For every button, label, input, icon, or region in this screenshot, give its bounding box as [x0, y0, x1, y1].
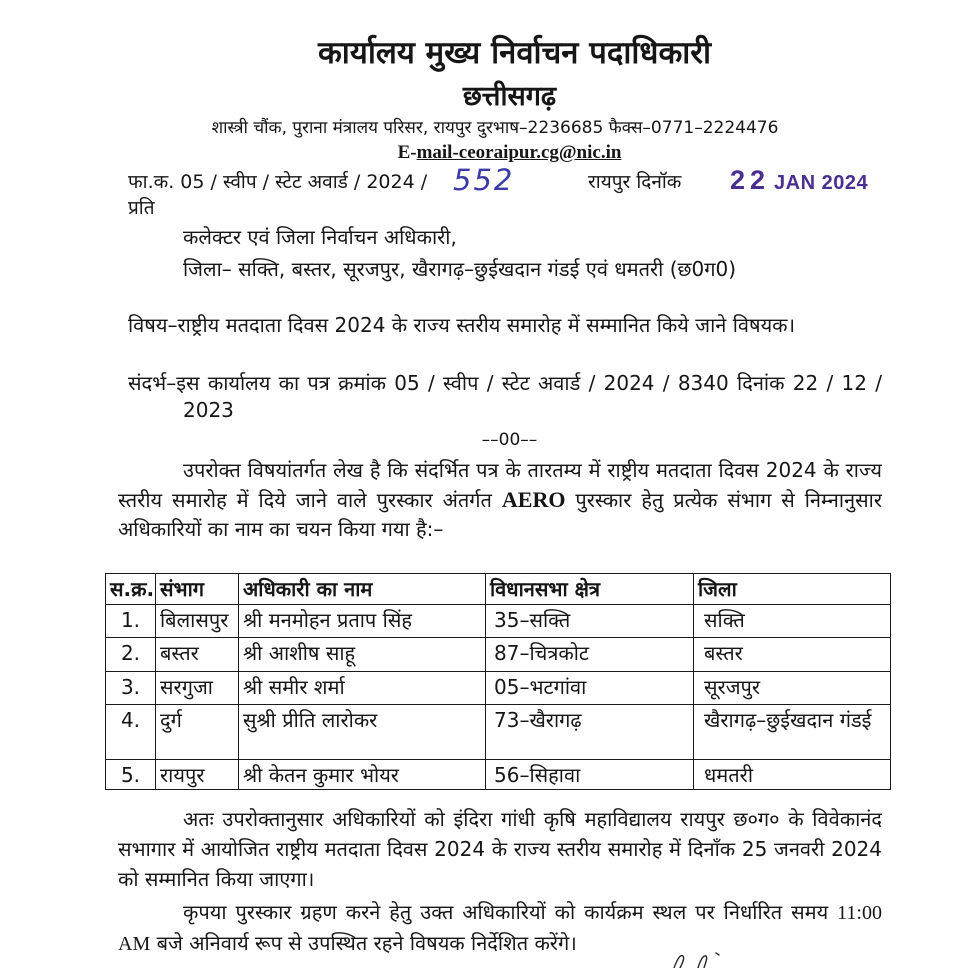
reference-line: संदर्भ–इस कार्यालय का पत्र क्रमांक 05 / स्वीप / स्टेट अवार्ड / 2024 / 8340 दिनांक 22 / 12 / 2023	[128, 371, 882, 422]
date-stamp	[730, 163, 882, 197]
stamp-day: 22	[730, 165, 771, 195]
cell-division: रायपुर	[156, 760, 239, 790]
to-label: प्रति	[128, 197, 155, 219]
award-category: AERO	[501, 487, 566, 512]
recipient-districts: जिला– सक्ति, बस्तर, सूरजपुर, खैरागढ़–छुईखदान गंडई एवं धमतरी (छ0ग0)	[183, 257, 737, 281]
reporting-time: 11:00 AM	[118, 902, 882, 955]
cell-officer-name: सुश्री प्रीति लारोकर	[239, 705, 486, 760]
cell-division: बस्तर	[156, 638, 239, 672]
cell-serial: 2.	[106, 638, 156, 672]
cell-division: बिलासपुर	[156, 605, 239, 638]
cell-constituency: 35–सक्ति	[486, 605, 694, 638]
instruction-text-start: कृपया पुरस्कार ग्रहण करने हेतु उक्त अधिकारियों को कार्यक्रम स्थल पर निर्धारित समय	[183, 900, 838, 924]
cell-district: बस्तर	[694, 638, 891, 672]
cell-district: सक्ति	[694, 605, 891, 638]
file-number: फा.क. 05 / स्वीप / स्टेट अवार्ड / 2024 /	[128, 171, 428, 193]
place-date-label: रायपुर दिनॉक	[588, 171, 682, 193]
closing-paragraph: अतः उपरोक्तानुसार अधिकारियों को इंदिरा गांधी कृषि महाविद्यालय रायपुर छ०ग० के विवेकानंद सभागार में आयोजित राष्ट्रीय मतदाता दिवस 2024 के राज्य स्तरीय समारोह में दिनाँक 25 जनवरी 2024 को सम्मानित किया जाएगा।	[118, 807, 882, 891]
awardees-table-container	[105, 573, 893, 795]
email-label: E-	[397, 142, 417, 163]
signature-fragment	[668, 950, 738, 968]
cell-district: धमतरी	[694, 760, 891, 790]
cell-serial: 3.	[106, 672, 156, 705]
subject-line: विषय–राष्ट्रीय मतदाता दिवस 2024 के राज्य स्तरीय समारोह में सम्मानित किये जाने विषयक।	[128, 313, 796, 337]
header-officer-name: अधिकारी का नाम	[239, 574, 486, 605]
table-header-row	[106, 574, 891, 605]
office-title: कार्यालय मुख्य निर्वाचन पदाधिकारी	[318, 35, 711, 71]
cell-officer-name: श्री समीर शर्मा	[239, 672, 486, 705]
table-row	[106, 605, 891, 638]
cell-constituency: 73–खैरागढ़	[486, 705, 694, 760]
instruction-paragraph	[118, 897, 882, 957]
cell-district: सूरजपुर	[694, 672, 891, 705]
cell-serial: 4.	[106, 705, 156, 760]
stamp-month-year: JAN 2024	[774, 172, 869, 194]
table-row	[106, 705, 891, 760]
table-row	[106, 672, 891, 705]
header-serial: स.क्र.	[106, 574, 156, 605]
email-address: mail-ceoraipur.cg@nic.in	[416, 142, 622, 163]
office-address: शास्त्री चौंक, पुराना मंत्रालय परिसर, रायपुर दुरभाष–2236685 फैक्स–0771–2224476	[211, 118, 779, 138]
cell-district: खैरागढ़–छुईखदान गंडई	[694, 705, 891, 760]
cell-serial: 1.	[106, 605, 156, 638]
cell-serial: 5.	[106, 760, 156, 790]
section-separator: ––00––	[481, 430, 538, 450]
instruction-text-end: बजे अनिवार्य रूप से उपस्थित रहने विषयक निर्देशित करेंगे।	[150, 931, 577, 955]
cell-division: सरगुजा	[156, 672, 239, 705]
recipient-title: कलेक्टर एवं जिला निर्वाचन अधिकारी,	[183, 225, 457, 249]
header-constituency: विधानसभा क्षेत्र	[486, 574, 694, 605]
cell-division: दुर्ग	[156, 705, 239, 760]
cell-constituency: 56–सिहावा	[486, 760, 694, 790]
intro-text-start: उपरोक्त विषयांतर्गत लेख है कि संदर्भित पत्र के तारतम्य में राष्ट्रीय मतदाता दिवस 2024 के राज्य स्तरीय समारोह में दिये जाने वाले पुरस्कार अंतर्गत	[118, 458, 882, 512]
table-row	[106, 638, 891, 672]
cell-constituency: 87–चित्रकोट	[486, 638, 694, 672]
header-division: संभाग	[156, 574, 239, 605]
table-row	[106, 760, 891, 790]
awardees-table	[105, 573, 891, 790]
cell-officer-name: श्री केतन कुमार भोयर	[239, 760, 486, 790]
cell-constituency: 05–भटगांवा	[486, 672, 694, 705]
header-district: जिला	[694, 574, 891, 605]
state-name: छत्तीसगढ़	[462, 81, 557, 112]
intro-paragraph	[118, 456, 882, 573]
cell-officer-name: श्री मनमोहन प्रताप सिंह	[239, 605, 486, 638]
intro-text-end: पुरस्कार हेतु प्रत्येक संभाग से निम्नानुसार अधिकारियों का नाम का चयन किया गया है:–	[118, 488, 882, 541]
handwritten-dispatch-number: 552	[453, 163, 515, 197]
cell-officer-name: श्री आशीष साहू	[239, 638, 486, 672]
